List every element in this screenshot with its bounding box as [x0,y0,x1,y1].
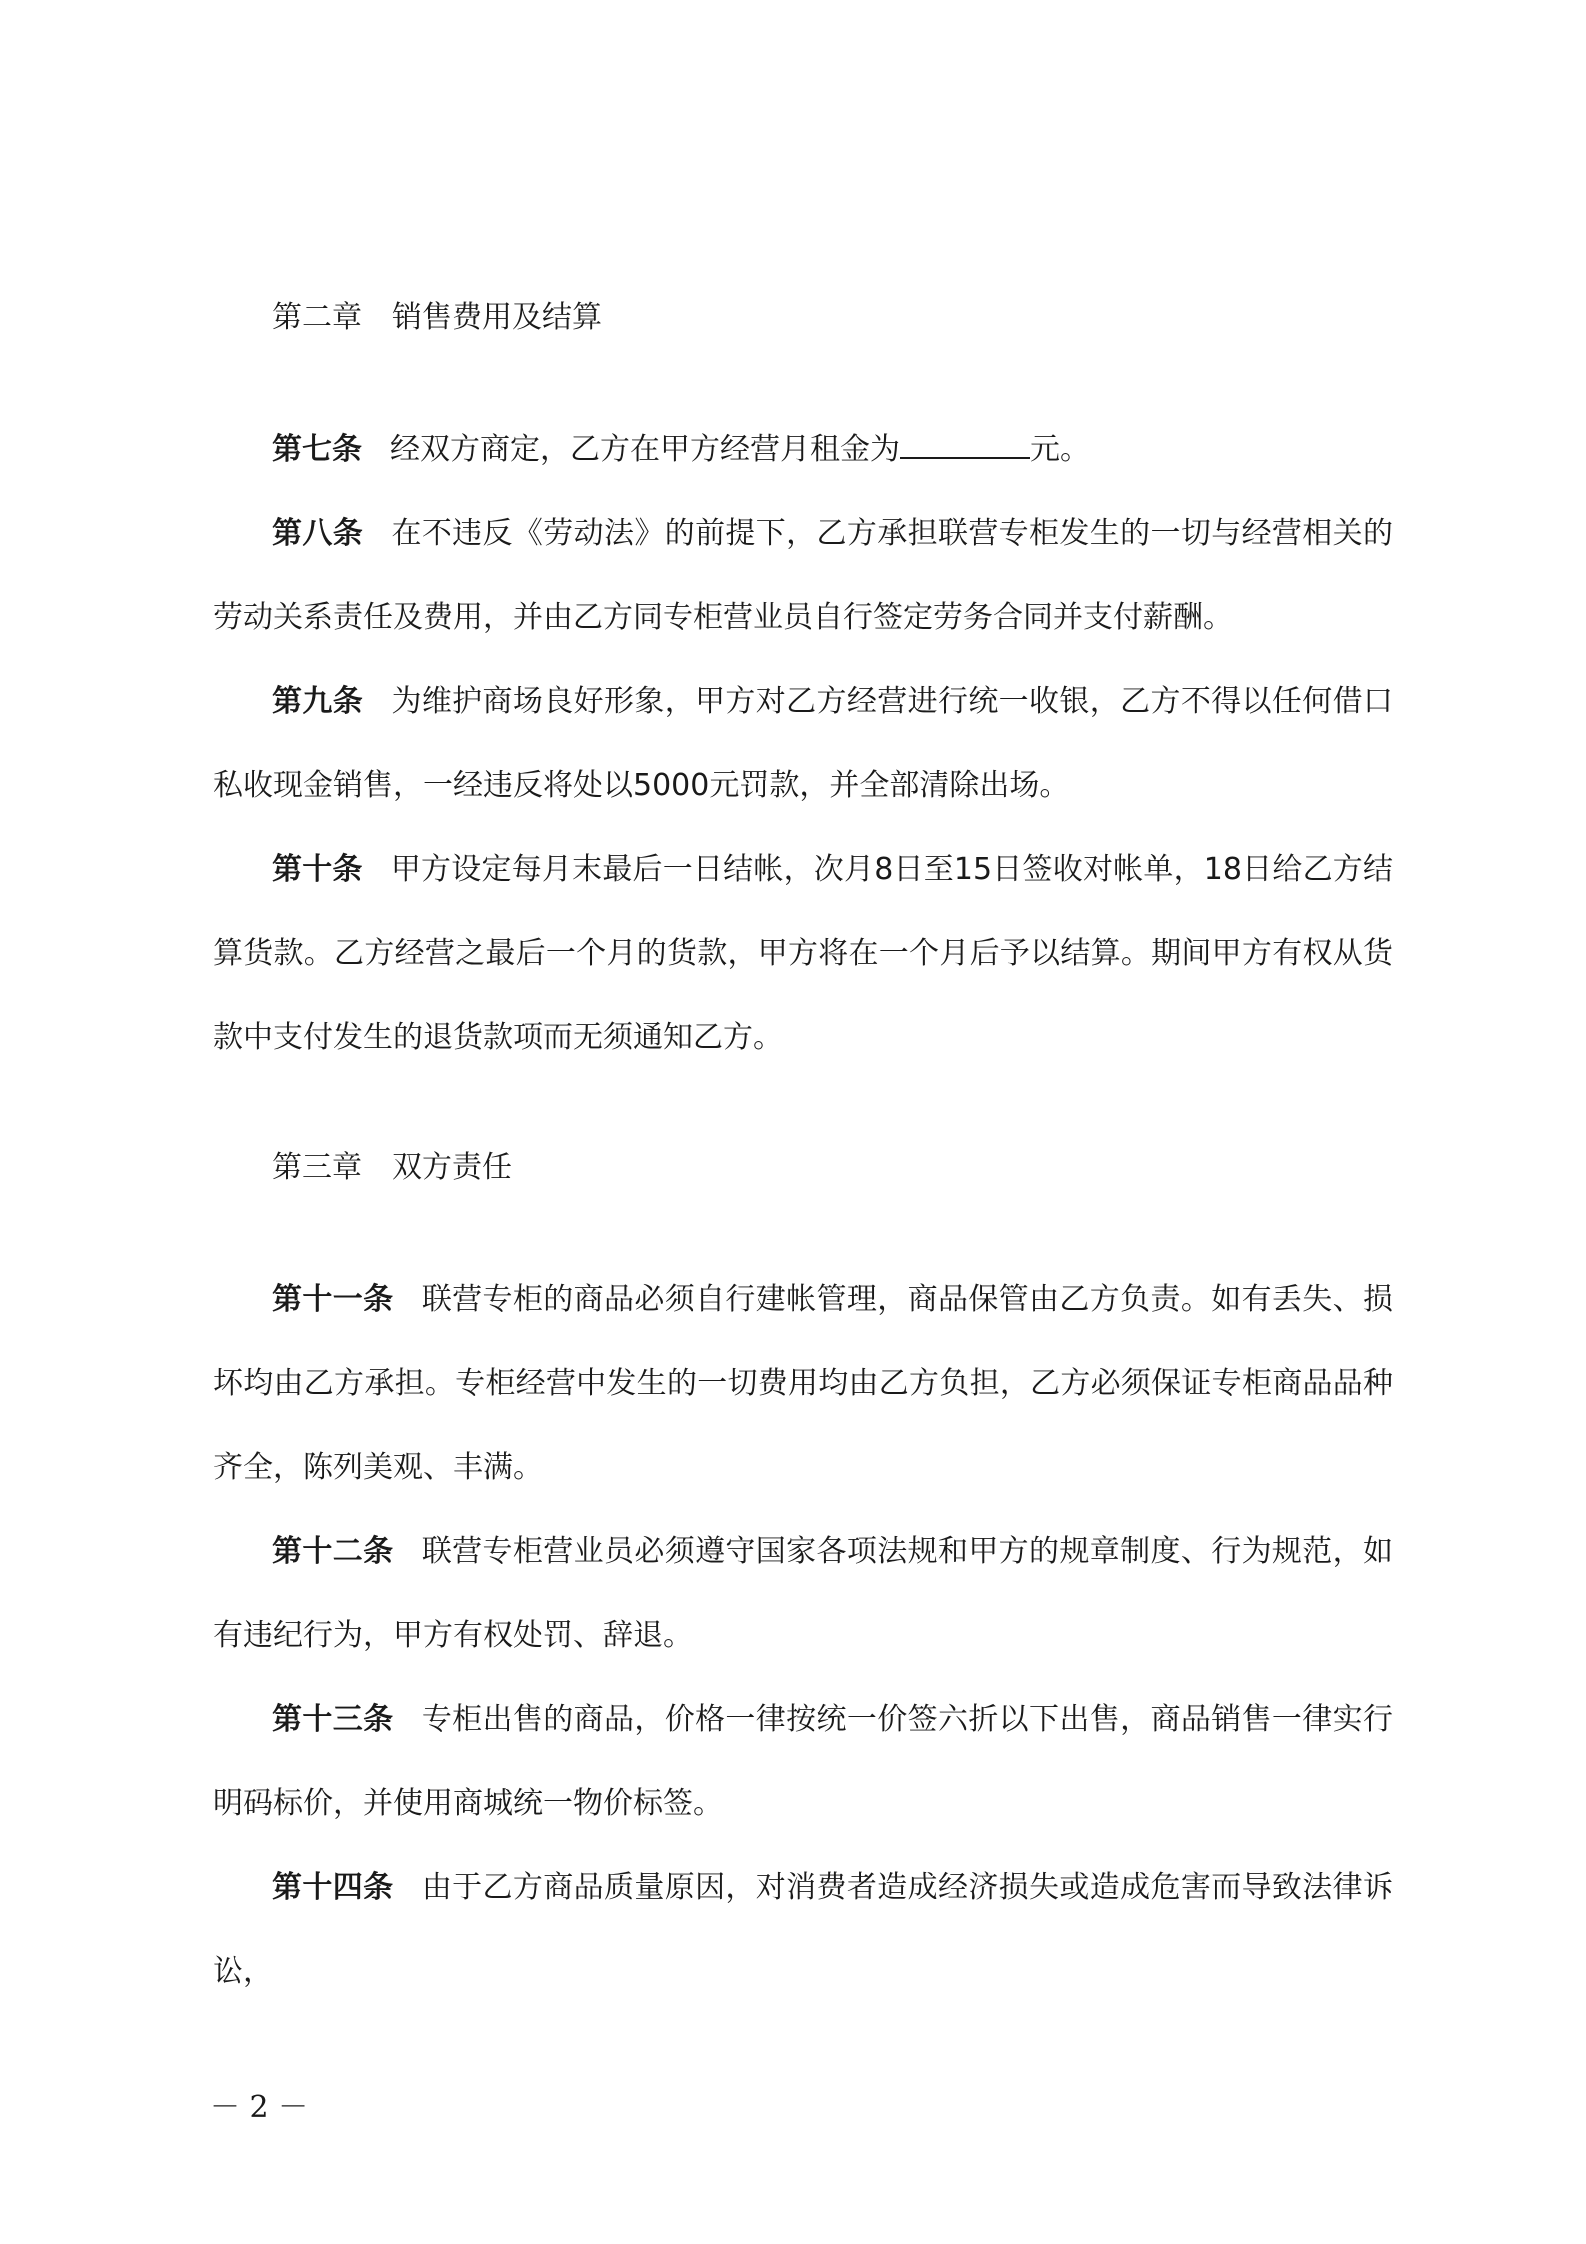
article-label: 第十条 [272,852,363,887]
article-text: 联营专柜营业员必须遵守国家各项法规和甲方的规章制度、行为规范，如有违纪行为，甲方有权处罚、辞退。 [213,1534,1394,1653]
article-11 [213,1258,1393,1510]
chapter-3-heading [272,1148,512,1188]
chapter-number: 第二章 [272,300,362,335]
article-text: 为维护商场良好形象，甲方对乙方经营进行统一收银，乙方不得以任何借口私收现金销售，一经违反将处以5000元罚款，并全部清除出场。 [213,684,1394,803]
chapter-number: 第三章 [272,1150,362,1185]
article-text: 甲方设定每月末最后一日结帐，次月8日至15日签收对帐单，18日给乙方结算货款。乙方经营之最后一个月的货款，甲方将在一个月后予以结算。期间甲方有权从货款中支付发生的退货款项而无须通知乙方。 [213,852,1394,1055]
article-label: 第七条 [272,432,362,467]
article-10 [213,828,1393,1080]
article-text-end: 元。 [1030,432,1090,467]
article-label: 第十二条 [272,1534,394,1569]
article-14 [213,1846,1393,2014]
rent-amount-blank [900,457,1030,459]
article-label: 第十三条 [272,1702,394,1737]
article-text: 由于乙方商品质量原因，对消费者造成经济损失或造成危害而导致法律诉讼， [213,1870,1394,1989]
article-label: 第八条 [272,516,364,551]
article-label: 第十一条 [272,1282,394,1317]
article-13 [213,1678,1393,1846]
page-number: － 2 － [210,2090,309,2125]
article-text: 专柜出售的商品，价格一律按统一价签六折以下出售，商品销售一律实行明码标价，并使用商城统一物价标签。 [213,1702,1394,1821]
chapter-2-heading [272,298,602,338]
article-7 [213,408,1393,492]
article-label: 第十四条 [272,1870,394,1905]
article-text: 在不违反《劳动法》的前提下，乙方承担联营专柜发生的一切与经营相关的劳动关系责任及费用，并由乙方同专柜营业员自行签定劳务合同并支付薪酬。 [213,516,1394,635]
chapter-title: 双方责任 [392,1150,512,1185]
article-label: 第九条 [272,684,364,719]
article-12 [213,1510,1393,1678]
chapter-title: 销售费用及结算 [392,300,602,335]
article-8 [213,492,1393,660]
article-text: 经双方商定，乙方在甲方经营月租金为 [390,432,900,467]
article-9 [213,660,1393,828]
article-text: 联营专柜的商品必须自行建帐管理，商品保管由乙方负责。如有丢失、损坏均由乙方承担。专柜经营中发生的一切费用均由乙方负担，乙方必须保证专柜商品品种齐全，陈列美观、丰满。 [213,1282,1394,1485]
